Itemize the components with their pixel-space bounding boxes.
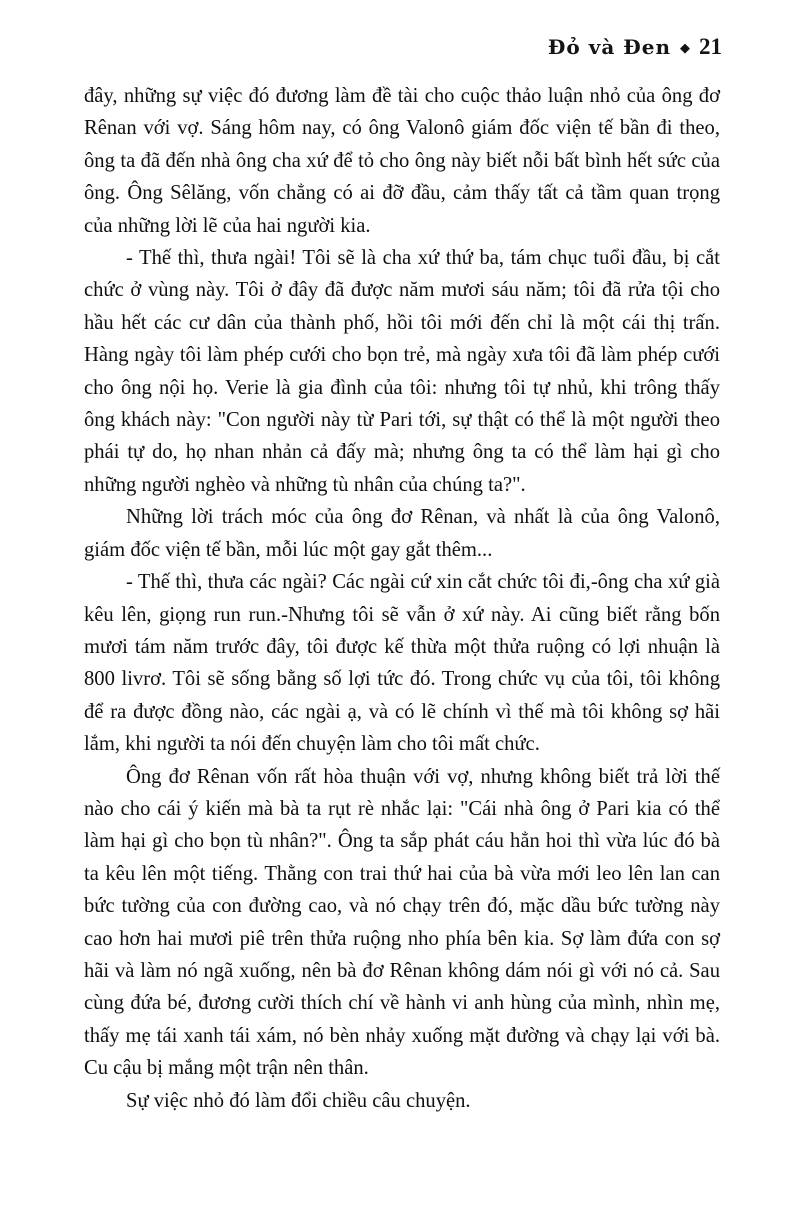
- diamond-icon: ◆: [680, 40, 690, 55]
- page-number: 21: [699, 34, 722, 59]
- paragraph: đây, những sự việc đó đương làm đề tài cho cuộc thảo luận nhỏ của ông đơ Rênan với vợ. Sáng hôm nay, có ông Valonô giám đốc viện tế bần đi theo, ông ta đã đến nhà ông cha xứ để tỏ cho ông này biết nỗi bất bình hết sức của ông. Ông Sêlăng, vốn chẳng có ai đỡ đầu, cảm thấy tất cả tầm quan trọng của những lời lẽ của hai người kia.: [84, 85, 720, 237]
- paragraph: - Thế thì, thưa ngài! Tôi sẽ là cha xứ thứ ba, tám chục tuổi đầu, bị cắt chức ở vùng này. Tôi ở đây đã được năm mươi sáu năm; tôi đã rửa tội cho hầu hết các cư dân của thành phố, hồi tôi mới đến chỉ là một cái thị trấn. Hàng ngày tôi làm phép cưới cho bọn trẻ, mà ngày xưa tôi đã làm phép cưới cho ông nội họ. Verie là gia đình của tôi: nhưng tôi tự nhủ, khi trông thấy ông khách này: "Con người này từ Pari tới, sự thật có thể là một người theo phái tự do, họ nhan nhản cả đấy mà; nhưng ông ta có thể làm hại gì cho những người nghèo và những tù nhân của chúng ta?".: [84, 247, 720, 496]
- page-header: [548, 34, 722, 60]
- paragraph: Sự việc nhỏ đó làm đổi chiều câu chuyện.: [126, 1089, 471, 1112]
- paragraph: Những lời trách móc của ông đơ Rênan, và nhất là của ông Valonô, giám đốc viện tế bần, mỗi lúc một gay gắt thêm...: [84, 506, 720, 561]
- paragraph: - Thế thì, thưa các ngài? Các ngài cứ xin cắt chức tôi đi,-ông cha xứ già kêu lên, giọng run run.-Nhưng tôi sẽ vẫn ở xứ này. Ai cũng biết rằng bốn mươi tám năm trước đây, tôi được kế thừa một thửa ruộng có lợi nhuận là 800 livrơ. Tôi sẽ sống bằng số lợi tức đó. Trong chức vụ của tôi, tôi không để ra được đồng nào, các ngài ạ, và có lẽ chính vì thế mà tôi không sợ hãi lắm, khi người ta nói đến chuyện làm cho tôi mất chức.: [84, 571, 720, 756]
- paragraph: Ông đơ Rênan vốn rất hòa thuận với vợ, nhưng không biết trả lời thế nào cho cái ý kiến mà bà ta rụt rè nhắc lại: "Cái nhà ông ở Pari kia có thể làm hại gì cho bọn tù nhân?". Ông ta sắp phát cáu hẳn hoi thì vừa lúc đó bà ta kêu lên một tiếng. Thằng con trai thứ hai của bà vừa mới leo lên lan can bức tường của con đường cao, và nó chạy trên đó, mặc dầu bức tường này cao hơn hai mươi piê trên thửa ruộng nho phía bên kia. Sợ làm đứa con sợ hãi và làm nó ngã xuống, nên bà đơ Rênan không dám nói gì với nó cả. Sau cùng đứa bé, đương cười thích chí về hành vi anh hùng của mình, nhìn mẹ, thấy mẹ tái xanh tái xám, nó bèn nhảy xuống mặt đường và chạy lại với bà. Cu cậu bị mắng một trận nên thân.: [84, 765, 720, 1080]
- book-title: Đỏ và Đen: [547, 35, 671, 59]
- page-body: [84, 80, 720, 1117]
